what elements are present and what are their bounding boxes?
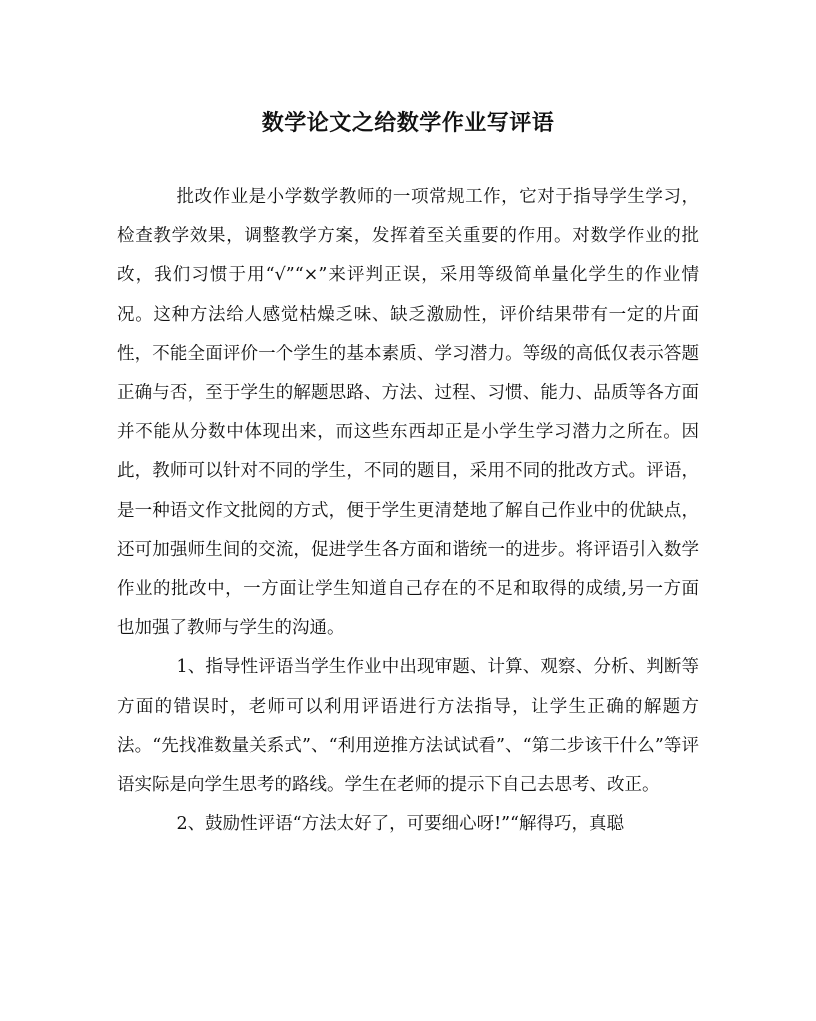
paragraph-guiding-comments: 1、指导性评语当学生作业中出现审题、计算、观察、分析、判断等方面的错误时，老师可以利用评语进行方法指导，让学生正确的解题方法。“先找准数量关系式”、“利用逆推方法试试看”、“第二步该干什么”等评语实际是向学生思考的路线。学生在老师的提示下自己去思考、改正。 <box>117 657 699 796</box>
paragraph-intro: 批改作业是小学数学教师的一项常规工作，它对于指导学生学习，检查教学效果，调整教学方案，发挥着至关重要的作用。对数学作业的批改，我们习惯于用“√”“×”来评判正误，采用等级简单量化学生的作业情况。这种方法给人感觉枯燥乏味、缺乏激励性，评价结果带有一定的片面性，不能全面评价一个学生的基本素质、学习潜力。等级的高低仅表示答题正确与否，至于学生的解题思路、方法、过程、习惯、能力、品质等各方面并不能从分数中体现出来，而这些东西却正是小学生学习潜力之所在。因此，教师可以针对不同的学生，不同的题目，采用不同的批改方式。评语，是一种语文作文批阅的方式，便于学生更清楚地了解自己作业中的优缺点，还可加强师生间的交流，促进学生各方面和谐统一的进步。将评语引入数学作业的批改中，一方面让学生知道自己存在的不足和取得的成绩,另一方面也加强了教师与学生的沟通。 <box>117 187 699 639</box>
paragraph-encouraging-comments: 2、鼓励性评语“方法太好了，可要细心呀!”“解得巧，真聪 <box>176 814 625 835</box>
document-body <box>117 178 699 844</box>
document-title: 数学论文之给数学作业写评语 <box>261 110 555 136</box>
